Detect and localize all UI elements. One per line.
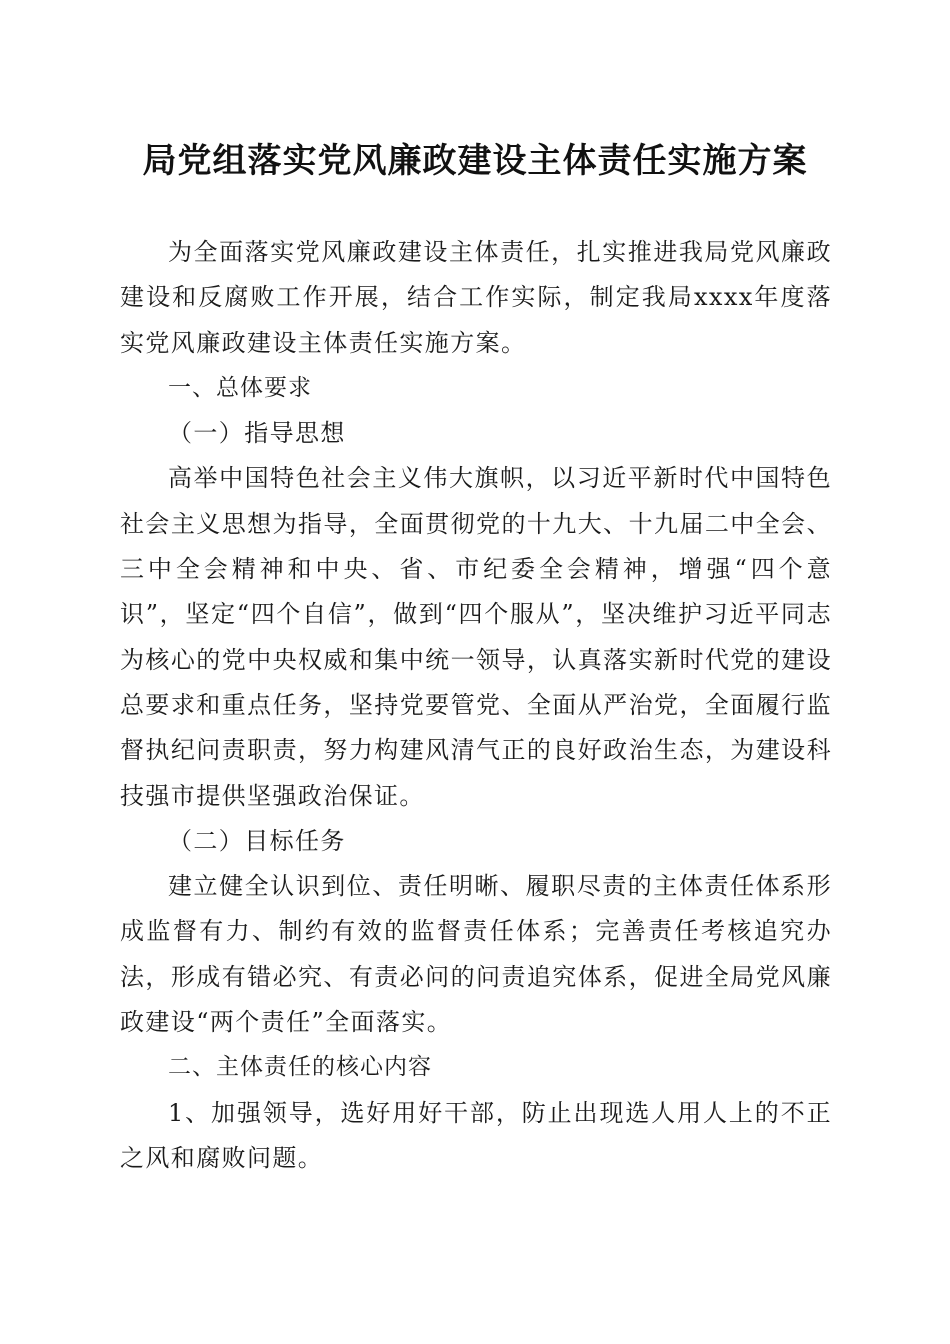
subsection-heading-objectives: （二）目标任务 xyxy=(168,826,346,855)
core-content-item-1: 1、加强领导，选好用好干部，防止出现选人用人上的不正之风和腐败问题。 xyxy=(120,1098,832,1172)
document-title: 局党组落实党风廉政建设主体责任实施方案 xyxy=(142,141,808,181)
objectives-paragraph: 建立健全认识到位、责任明晰、履职尽责的主体责任体系形成监督有力、制约有效的监督责任体系；完善责任考核追究办法，形成有错必究、有责必问的问责追究体系，促进全局党风廉政建设“两个责任”全面落实。 xyxy=(120,872,832,1037)
section-heading-general-requirements: 一、总体要求 xyxy=(168,374,312,401)
subsection-heading-guiding-ideology: （一）指导思想 xyxy=(168,419,346,448)
intro-paragraph: 为全面落实党风廉政建设主体责任，扎实推进我局党风廉政建设和反腐败工作开展，结合工作实际，制定我局xxxx年度落实党风廉政建设主体责任实施方案。 xyxy=(120,238,832,357)
guiding-ideology-paragraph: 高举中国特色社会主义伟大旗帜，以习近平新时代中国特色社会主义思想为指导，全面贯彻党的十九大、十九届二中全会、三中全会精神和中央、省、市纪委全会精神，增强“四个意识”，坚定“四个自信”，做到“四个服从”，坚决维护习近平同志为核心的党中央权威和集中统一领导，认真落实新时代党的建设总要求和重点任务，坚持党要管党、全面从严治党，全面履行监督执纪问责职责，努力构建风清气正的良好政治生态，为建设科技强市提供坚强政治保证。 xyxy=(120,464,832,810)
section-heading-core-content: 二、主体责任的核心内容 xyxy=(168,1054,432,1081)
document-body xyxy=(120,230,832,1181)
